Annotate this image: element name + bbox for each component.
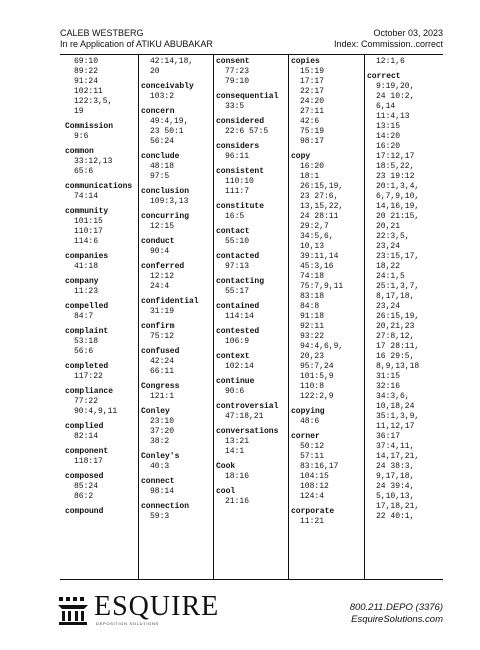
footer-divider	[60, 579, 443, 580]
page-line-refs: 40:3	[150, 462, 170, 471]
header-divider	[60, 54, 443, 55]
logo-wordmark: ESQUIRE	[94, 591, 220, 622]
index-term: community	[65, 207, 109, 216]
index-entry	[65, 472, 135, 502]
index-term: conversations	[216, 427, 279, 436]
index-term: copy	[291, 152, 311, 161]
page-line-refs: 41:18	[74, 262, 99, 271]
index-entry	[216, 277, 286, 297]
index-entry	[216, 487, 286, 507]
page-line-refs: 96:11	[225, 152, 250, 161]
index-entry	[216, 377, 286, 397]
page-line-refs: 55:10	[225, 237, 250, 246]
index-column-4	[291, 57, 361, 577]
page-line-refs: 82:14	[74, 432, 99, 441]
deposition-date: October 03, 2023	[373, 28, 443, 38]
page-line-refs: 55:17	[225, 287, 250, 296]
page-line-refs: 97:13	[225, 262, 250, 271]
page-line-refs: 84:7	[74, 312, 94, 321]
index-entry	[141, 322, 211, 342]
header-left	[60, 28, 213, 50]
esquire-logo-icon	[56, 593, 90, 627]
page-line-refs: 12:1,6	[376, 57, 405, 66]
index-entry	[141, 407, 211, 447]
index-entry	[141, 502, 211, 522]
index-entry	[65, 277, 135, 297]
index-entry	[65, 422, 135, 442]
page-line-refs: 47:18,21	[225, 412, 264, 421]
index-column-2	[141, 57, 211, 577]
index-entry	[216, 167, 286, 197]
page-line-refs: 101:15 110:17 114:6	[74, 217, 103, 246]
index-term: concurring	[141, 212, 190, 221]
index-entry	[65, 362, 135, 382]
index-term: composed	[65, 472, 104, 481]
index-entry	[216, 427, 286, 457]
page-line-refs: 15:19 17:17 22:17 24:20 27:11 42:6 75:19 98:17	[300, 67, 325, 146]
column-divider	[364, 54, 365, 579]
index-term: contacting	[216, 277, 265, 286]
index-entry	[216, 462, 286, 482]
index-term: constitute	[216, 202, 265, 211]
index-entry	[65, 147, 135, 177]
index-entry	[141, 107, 211, 147]
index-entry	[141, 82, 211, 102]
index-entry	[65, 182, 135, 202]
index-entry	[291, 152, 361, 402]
index-term: complaint	[65, 327, 109, 336]
index-entry	[65, 252, 135, 272]
index-term: contained	[216, 302, 260, 311]
index-term: cool	[216, 487, 236, 496]
page-line-refs: 42:24 66:11	[150, 357, 175, 376]
phone-number: 800.211.DEPO (3376)	[349, 602, 443, 613]
index-entry	[65, 327, 135, 357]
index-entry	[216, 57, 286, 87]
page-line-refs: 53:18 56:6	[74, 337, 99, 356]
index-entry	[141, 452, 211, 472]
index-entry	[65, 207, 135, 247]
page-line-refs: 33:5	[225, 102, 245, 111]
index-term: corporate	[291, 507, 335, 516]
index-range: Index: Commission..correct	[333, 39, 443, 49]
index-entry	[216, 252, 286, 272]
index-term: component	[65, 447, 109, 456]
column-divider	[288, 54, 289, 579]
index-entry	[141, 347, 211, 377]
page-line-refs: 16:5	[225, 212, 245, 221]
page-line-refs: 18:16	[225, 472, 250, 481]
header-right	[334, 28, 443, 50]
index-entry	[216, 302, 286, 322]
index-entry	[367, 72, 437, 522]
page-line-refs: 23:10 37:20 38:2	[150, 417, 175, 446]
index-term: Conley's	[141, 452, 180, 461]
page-line-refs: 9:19,20, 24 10:2, 6,14 11:4,13 13:15 14:20 16:20 17:12,17 18:5,22, 23 19:12 20:1,3,4, 6,7,9,10, 14,16,19, 20 21:15, 20,21 22:3,5, 23,24 23:15,17, 18,22 24:1,5 25:1,3,7, 8,17,18, 23,24 26:15,19, 20,21,23 27:8,12, 17 28:11, 16 29:5, 8,9,13,18 31:15 32:16 34:3,6, 10,18,24 35:1,3,9, 11,12,17 36:17 37:4,11, 14,17,21, 24 38:3, 9,17,18, 24 39:4, 5,10,13, 17,18,21, 22 40:1,	[376, 82, 420, 521]
page-line-refs: 77:22 90:4,9,11	[74, 397, 118, 416]
index-term: concern	[141, 107, 175, 116]
witness-name: CALEB WESTBERG	[60, 28, 144, 38]
index-term: completed	[65, 362, 109, 371]
index-term: controversial	[216, 402, 279, 411]
index-entry	[216, 402, 286, 422]
page-line-refs: 98:14	[150, 487, 175, 496]
page-line-refs: 21:16	[225, 497, 250, 506]
index-term: common	[65, 147, 94, 156]
index-entry	[65, 122, 135, 142]
page-line-refs: 11:21	[300, 517, 325, 526]
index-entry	[141, 187, 211, 207]
footer-contact	[350, 602, 443, 626]
index-term: conferred	[141, 262, 185, 271]
page-line-refs: 48:18 97:5	[150, 162, 175, 181]
esquire-logo	[56, 591, 220, 631]
page-line-refs: 11:23	[74, 287, 99, 296]
logo-tagline: DEPOSITION SOLUTIONS	[96, 621, 159, 626]
index-term: copying	[291, 407, 325, 416]
index-term: confirm	[141, 322, 175, 331]
page-line-refs: 12:15	[150, 222, 175, 231]
page-line-refs: 106:9	[225, 337, 250, 346]
page-line-refs: 109:3,13	[150, 197, 189, 206]
index-term: Commission	[65, 122, 114, 131]
index-entry	[141, 152, 211, 182]
index-term: correct	[367, 72, 401, 81]
case-title: In re Application of ATIKU ABUBAKAR	[60, 39, 213, 49]
index-entry	[216, 142, 286, 162]
index-entry	[65, 507, 135, 517]
page-line-refs: 75:12	[150, 332, 175, 341]
index-entry	[216, 327, 286, 347]
index-term: context	[216, 352, 250, 361]
index-entry	[216, 227, 286, 247]
index-entry	[216, 202, 286, 222]
page-line-refs: 118:17	[74, 457, 103, 466]
index-entry	[291, 432, 361, 502]
index-entry	[141, 237, 211, 257]
index-term: conceivably	[141, 82, 194, 91]
page-line-refs: 77:23 79:10	[225, 67, 250, 86]
index-column-3	[216, 57, 286, 577]
page-line-refs: 42:14,18, 20	[150, 57, 194, 76]
index-term: corner	[291, 432, 320, 441]
index-term: contact	[216, 227, 250, 236]
index-term: consent	[216, 57, 250, 66]
index-entry	[141, 212, 211, 232]
index-term: considered	[216, 117, 265, 126]
index-term: connect	[141, 477, 175, 486]
index-term: copies	[291, 57, 320, 66]
index-term: conclude	[141, 152, 180, 161]
page-line-refs: 9:6	[74, 132, 89, 141]
column-divider	[138, 54, 139, 579]
index-term: companies	[65, 252, 109, 261]
index-term: Cook	[216, 462, 236, 471]
index-entry	[141, 262, 211, 292]
page-line-refs: 59:3	[150, 512, 170, 521]
index-term: connection	[141, 502, 190, 511]
index-term: consistent	[216, 167, 265, 176]
page-line-refs: 48:6	[300, 417, 320, 426]
page-line-refs: 85:24 86:2	[74, 482, 99, 501]
website-link[interactable]: EsquireSolutions.com	[351, 614, 443, 625]
page-line-refs: 31:19	[150, 307, 175, 316]
page-line-refs: 16:20 18:1 26:15,19, 23 27:6, 13,15,22, 24 28:11 29:2,7 34:5,6, 10,13 39:11,14 45:3,16 74:18 75:7,9,11 83:18 84:8 91:18 92:11 93:22 94:4,6,9, 20,23 95:7,24 101:5,9 110:8 122:2,9	[300, 162, 344, 401]
page-line-refs: 22:6 57:5	[225, 127, 269, 136]
page-line-refs: 74:14	[74, 192, 99, 201]
index-term: compelled	[65, 302, 109, 311]
index-entry	[291, 57, 361, 147]
index-term: Congress	[141, 382, 180, 391]
index-entry	[216, 117, 286, 137]
page-line-refs: 90:6	[225, 387, 245, 396]
index-entry	[141, 477, 211, 497]
index-entry	[216, 352, 286, 372]
column-divider	[213, 54, 214, 579]
index-entry	[141, 382, 211, 402]
page-line-refs: 12:12 24:4	[150, 272, 175, 291]
index-term: compound	[65, 507, 104, 516]
index-term: confused	[141, 347, 180, 356]
page-line-refs: 90:4	[150, 247, 170, 256]
page-line-refs: 102:14	[225, 362, 254, 371]
index-entry	[65, 302, 135, 322]
index-entry	[141, 297, 211, 317]
index-term: conduct	[141, 237, 175, 246]
page-line-refs: 121:1	[150, 392, 175, 401]
page-line-refs: 110:10 111:7	[225, 177, 254, 196]
index-entry	[216, 92, 286, 112]
index-term: confidential	[141, 297, 199, 306]
page-line-refs: 103:2	[150, 92, 175, 101]
index-term: consequential	[216, 92, 279, 101]
page-line-refs: 69:10 89:22 91:24 102:11 122:3,5, 19	[74, 57, 113, 116]
index-term: compliance	[65, 387, 114, 396]
index-term: considers	[216, 142, 260, 151]
index-term: company	[65, 277, 99, 286]
index-entry	[65, 387, 135, 417]
index-column-1	[65, 57, 135, 577]
index-term: contacted	[216, 252, 260, 261]
index-term: continue	[216, 377, 255, 386]
index-entry	[141, 57, 211, 77]
page-line-refs: 117:22	[74, 372, 103, 381]
index-term: conclusion	[141, 187, 190, 196]
index-term: communications	[65, 182, 133, 191]
index-entry	[367, 57, 437, 67]
index-term: complied	[65, 422, 104, 431]
index-entry	[291, 407, 361, 427]
index-term: contested	[216, 327, 260, 336]
page-line-refs: 13:21 14:1	[225, 437, 250, 456]
index-entry	[65, 57, 135, 117]
index-entry	[65, 447, 135, 467]
index-entry	[291, 507, 361, 527]
page-line-refs: 114:14	[225, 312, 254, 321]
index-column-5	[367, 57, 437, 577]
index-term: Conley	[141, 407, 170, 416]
page-line-refs: 49:4,19, 23 50:1 56:24	[150, 117, 189, 146]
page-line-refs: 50:12 57:11 83:16,17 104:15 108:12 124:4	[300, 442, 339, 501]
page-line-refs: 33:12,13 65:6	[74, 157, 113, 176]
